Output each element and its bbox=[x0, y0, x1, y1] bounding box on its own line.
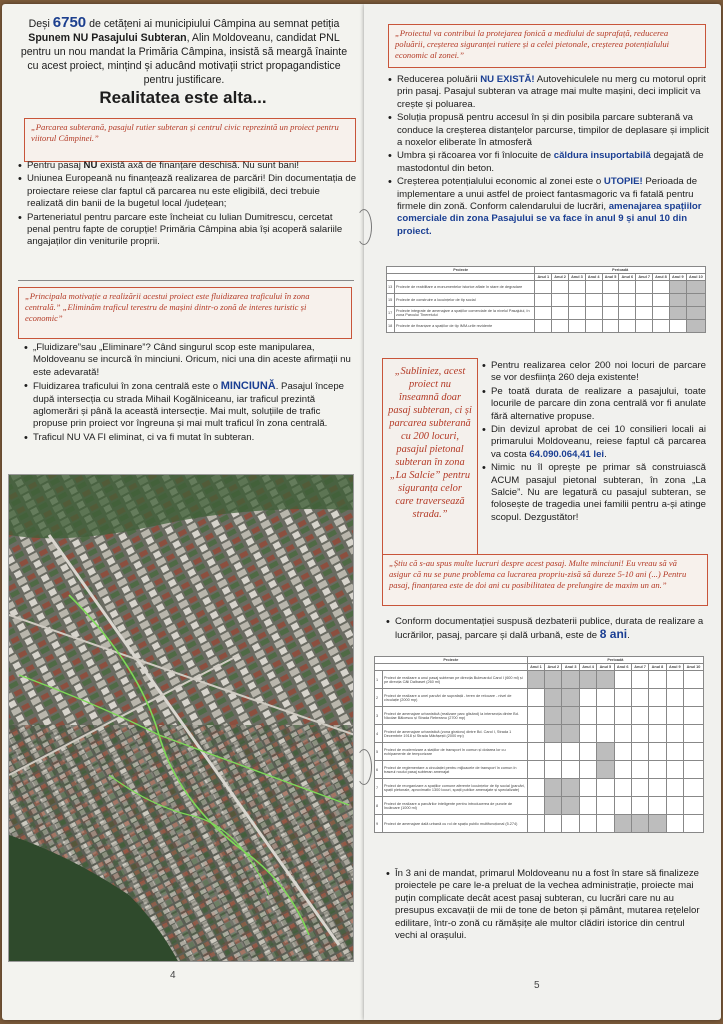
gantt-cell bbox=[585, 281, 602, 294]
gantt-cell bbox=[579, 707, 596, 725]
gantt-row-label: Proiect de realizare a unui pasaj subteran pe direcția Bulevardul Carol I (600 ml) și pe direcția Cãli Dalbaset (260 ml) bbox=[383, 671, 528, 689]
bullet-item: • În 3 ani de mandat, primarul Moldoveanu nu a fost în stare să finalizeze proiectele pe care le-a preluat de la vechea administrație, proiecte mai puțin complicate decât acest pasaj subteran, cu lucrări care nu au presupus excavații de mii de tone de beton și pământ, mutarea rețelelor edilitare, într-o zonă cu rămășițe ale multor clădiri istorice din centrul vechi al orașului. bbox=[386, 868, 708, 942]
gantt-cell bbox=[568, 281, 585, 294]
gantt-header-period: Perioadă bbox=[527, 657, 703, 664]
intro-text-3: , Alin Moldoveanu, candidat PNL pentru un nou mandat la Primăria Câmpina, insistă să meargă înainte cu acest proiect, mințind și aducând motivații strict propagandistice pentru justificare. bbox=[20, 32, 348, 86]
gantt-cell bbox=[683, 761, 703, 779]
gantt-row-label: Proiect de realizare a unei parcări de suprafață - teren de relocare - nivel de circulație (2000 mp) bbox=[383, 689, 528, 707]
gantt-cell bbox=[527, 779, 544, 797]
gantt-row-label: Proiect de realizare a parcărilor inteligente pentru introducerea de puncte de încărcare (1000 ml) bbox=[383, 797, 528, 815]
gantt-cell bbox=[562, 743, 579, 761]
gantt-year-label: Anul 3 bbox=[568, 274, 585, 281]
aerial-map-illustration bbox=[9, 475, 354, 962]
gantt-cell bbox=[653, 307, 670, 320]
gantt-cell bbox=[649, 779, 666, 797]
gantt-cell bbox=[597, 815, 614, 833]
bullet-list-1 bbox=[18, 160, 358, 250]
gantt-cell bbox=[649, 689, 666, 707]
gantt-cell bbox=[631, 671, 648, 689]
gantt-row-label: Proiect de reglementare a circulației pentru mijloacele de transport în comun în traseul noului pasaj subteran amenajat bbox=[383, 761, 528, 779]
gantt-row-number: 7 bbox=[375, 779, 383, 797]
bullet-item: • Pe toată durata de realizare a pasajului, toate locurile de parcare din zona centrală vor fi anulate fără alternative propuse. bbox=[482, 386, 706, 423]
gantt-cell bbox=[545, 797, 562, 815]
petition-name: Spunem NU Pasajului Subteran bbox=[28, 32, 187, 44]
table-row bbox=[375, 725, 704, 743]
bullet-list-6 bbox=[386, 868, 708, 943]
gantt-cell bbox=[683, 725, 703, 743]
gantt-cell bbox=[683, 743, 703, 761]
gantt-cell bbox=[579, 761, 596, 779]
gantt-cell bbox=[653, 281, 670, 294]
gantt-cell bbox=[602, 320, 619, 333]
gantt-cell bbox=[562, 815, 579, 833]
gantt-header-row bbox=[387, 267, 706, 274]
schedule-table-2 bbox=[374, 656, 704, 862]
gantt-cell bbox=[545, 725, 562, 743]
gantt-cell bbox=[631, 689, 648, 707]
gantt-row-number: 17 bbox=[387, 307, 395, 320]
gantt-cell bbox=[527, 815, 544, 833]
gantt-cell bbox=[666, 761, 683, 779]
gantt-cell bbox=[545, 779, 562, 797]
gantt-cell bbox=[649, 707, 666, 725]
gantt-cell bbox=[527, 671, 544, 689]
gantt-cell bbox=[545, 743, 562, 761]
gantt-row-label: Proiect de modernizare a stațiilor de transport în comun și dotarea lor cu echipamente de temporizare bbox=[383, 743, 528, 761]
gantt-cell bbox=[545, 671, 562, 689]
gantt-cell bbox=[649, 815, 666, 833]
table-row bbox=[387, 281, 706, 294]
bullet-list-2 bbox=[24, 342, 356, 445]
gantt-cell bbox=[666, 779, 683, 797]
gantt-cell bbox=[579, 725, 596, 743]
gantt-cell bbox=[683, 671, 703, 689]
bullet-item: • Pentru realizarea celor 200 noi locuri de parcare se vor desființa 260 deja existente! bbox=[482, 360, 706, 385]
gantt-cell bbox=[602, 281, 619, 294]
gantt-cell bbox=[614, 797, 631, 815]
gantt-cell bbox=[614, 671, 631, 689]
bullet-item: • Nimic nu îl oprește pe primar să construiască ACUM pasajul pietonal subteran, în zona „La Salcie”. Nu are legatură cu pasajul subteran, se folosește de tragedia unei familii pentru a-și atinge scopul. Dezgustător! bbox=[482, 462, 706, 524]
gantt-cell bbox=[579, 689, 596, 707]
gantt-cell bbox=[683, 815, 703, 833]
gantt-cell bbox=[527, 707, 544, 725]
gantt-year-label: Anul 9 bbox=[666, 664, 683, 671]
gantt-row-label: Proiecte de construire a locuințelor de tip social bbox=[395, 294, 535, 307]
gantt-year-row bbox=[375, 664, 704, 671]
intro-text-2: de cetățeni ai municipiului Câmpina au semnat petiția bbox=[89, 18, 340, 30]
gantt-year-label: Anul 7 bbox=[636, 274, 653, 281]
gantt-year-label: Anul 2 bbox=[545, 664, 562, 671]
intro-paragraph bbox=[14, 16, 354, 87]
gantt-year-label: Anul 8 bbox=[649, 664, 666, 671]
aerial-city-photo bbox=[8, 474, 354, 962]
gantt-cell bbox=[683, 779, 703, 797]
quote-box-2: „Principala motivație a realizării acestui proiect este fluidizarea traficului în zona centrală.” „Eliminăm traficul terestru de mașini dintr-o zonă de interes turistic și economic” bbox=[18, 287, 352, 339]
gantt-cell bbox=[545, 761, 562, 779]
gantt-cell bbox=[619, 294, 636, 307]
gantt-header-project: Proiecte bbox=[375, 657, 528, 664]
gantt-cell bbox=[614, 707, 631, 725]
bullet-item: • Soluția propusă pentru accesul în și din posibila parcare subterană va conduce la creșterea distanțelor parcurse, timpilor de deplasare și implicit a noxelor eliberate în atmosferă bbox=[388, 112, 710, 149]
page-heading: Realitatea este alta... bbox=[99, 88, 267, 107]
gantt-cell bbox=[545, 707, 562, 725]
gantt-cell bbox=[636, 320, 653, 333]
gantt-header-row bbox=[375, 657, 704, 664]
intro-text-1: Deși bbox=[28, 18, 50, 30]
gantt-row-number: 5 bbox=[375, 743, 383, 761]
gantt-year-label: Anul 5 bbox=[597, 664, 614, 671]
gantt-row-label: Proiecte de reabilitare a monumentelor istorice aflate în stare de degradare bbox=[395, 281, 535, 294]
gantt-cell bbox=[535, 307, 552, 320]
gantt-year-label: Anul 4 bbox=[585, 274, 602, 281]
gantt-row-number: 15 bbox=[387, 294, 395, 307]
table-row bbox=[375, 689, 704, 707]
gantt-cell bbox=[535, 294, 552, 307]
right-page bbox=[364, 4, 721, 1020]
gantt-row-label: Proiecte integrate de amenajare a spațiilor comerciale de la nivelul Pasajului, în zona Parcului Tineretului bbox=[395, 307, 535, 320]
gantt-header-period: Perioadă bbox=[535, 267, 706, 274]
gantt-cell bbox=[614, 725, 631, 743]
bullet-item: • Conform documentației suspusă dezbaterii publice, durata de realizare a lucrărilor, pasaj, parcare și dală urbană, este de 8 ani. bbox=[386, 616, 708, 643]
gantt-cell bbox=[666, 743, 683, 761]
gantt-table bbox=[374, 656, 704, 833]
gantt-cell bbox=[686, 320, 705, 333]
gantt-cell bbox=[631, 743, 648, 761]
binding-ring-icon bbox=[356, 209, 372, 245]
gantt-cell bbox=[619, 281, 636, 294]
gantt-cell bbox=[579, 671, 596, 689]
table-row bbox=[375, 797, 704, 815]
gantt-cell bbox=[614, 815, 631, 833]
gantt-cell bbox=[683, 797, 703, 815]
gantt-cell bbox=[597, 743, 614, 761]
gantt-cell bbox=[552, 320, 569, 333]
bullet-item: • Reducerea poluării NU EXISTĂ! Autovehiculele nu merg cu motorul oprit prin pasaj. Pasajul subteran va atrage mai multe mașini, deci implicit va crește și poluarea. bbox=[388, 74, 710, 111]
gantt-year-label: Anul 1 bbox=[527, 664, 544, 671]
gantt-cell bbox=[597, 707, 614, 725]
gantt-cell bbox=[649, 671, 666, 689]
gantt-cell bbox=[562, 725, 579, 743]
table-row bbox=[387, 320, 706, 333]
gantt-year-label: Anul 10 bbox=[686, 274, 705, 281]
gantt-cell bbox=[597, 779, 614, 797]
gantt-cell bbox=[535, 320, 552, 333]
gantt-cell bbox=[545, 815, 562, 833]
gantt-cell bbox=[602, 307, 619, 320]
gantt-cell bbox=[527, 689, 544, 707]
gantt-cell bbox=[597, 671, 614, 689]
gantt-cell bbox=[619, 307, 636, 320]
table-row bbox=[375, 707, 704, 725]
gantt-cell bbox=[636, 307, 653, 320]
gantt-cell bbox=[602, 294, 619, 307]
gantt-cell bbox=[585, 320, 602, 333]
bullet-item: • Parteneriatul pentru parcare este încheiat cu Iulian Dumitrescu, cercetat penal pentru fapte de corupție! Primăria Câmpina abia își acoperă salariile angajaților din veniturile proprii. bbox=[18, 212, 358, 249]
gantt-cell bbox=[636, 281, 653, 294]
gantt-cell bbox=[562, 779, 579, 797]
gantt-cell bbox=[552, 307, 569, 320]
gantt-row-number: 13 bbox=[387, 281, 395, 294]
gantt-cell bbox=[527, 725, 544, 743]
gantt-row-number: 4 bbox=[375, 725, 383, 743]
gantt-row-label: Proiect de amenajare urbanistică (zona giratoru) dintre Bd. Carol I, Strada 1 Decembrie 1918 și Strada Mărășești (2000 mp) bbox=[383, 725, 528, 743]
gantt-cell bbox=[666, 671, 683, 689]
quote-box-3: „Proiectul va contribui la protejarea fonică a mediului de suprafață, reducerea poluării, creșterea siguranței rutiere și a celei pietonale, creșterea potențialului economic al zonei.” bbox=[388, 24, 706, 68]
gantt-year-label: Anul 9 bbox=[669, 274, 686, 281]
binding-ring-icon bbox=[356, 749, 372, 785]
gantt-row-number: 6 bbox=[375, 761, 383, 779]
gantt-cell bbox=[619, 320, 636, 333]
gantt-cell bbox=[683, 689, 703, 707]
gantt-cell bbox=[686, 307, 705, 320]
quote-side-box: „Subliniez, acest proiect nu înseamnă doar pasaj subteran, ci și parcarea subterană cu 200 locuri, pasajul pietonal subteran în zona „La Salcie” pentru siguranța celor care traversează strada.” bbox=[382, 358, 478, 572]
gantt-year-label: Anul 3 bbox=[562, 664, 579, 671]
gantt-cell bbox=[631, 707, 648, 725]
bullet-list-5 bbox=[386, 616, 708, 644]
gantt-cell bbox=[562, 689, 579, 707]
gantt-year-label: Anul 6 bbox=[619, 274, 636, 281]
gantt-cell bbox=[545, 689, 562, 707]
quote-box-1: „Parcarea subterană, pasajul rutier subteran și centrul civic reprezintă un proiect pentru viitorul Câmpinei.” bbox=[24, 118, 356, 162]
gantt-year-label: Anul 2 bbox=[552, 274, 569, 281]
gantt-year-label: Anul 8 bbox=[653, 274, 670, 281]
gantt-table bbox=[386, 266, 706, 333]
gantt-cell bbox=[631, 797, 648, 815]
gantt-cell bbox=[686, 281, 705, 294]
gantt-cell bbox=[614, 761, 631, 779]
bullet-item: • Pentru pasaj NU există axă de finanțare deschisă. Nu sunt bani! bbox=[18, 160, 358, 172]
table-row bbox=[375, 779, 704, 797]
gantt-cell bbox=[579, 743, 596, 761]
gantt-cell bbox=[527, 761, 544, 779]
gantt-cell bbox=[686, 294, 705, 307]
schedule-table-1 bbox=[386, 266, 706, 354]
bullet-list-4 bbox=[482, 360, 706, 525]
bullet-item: • Uniunea Europeană nu finanțează realizarea de parcări! Din documentația de proiectare reiese clar faptul că parcarea nu este eligibilă, deci trebuie realizată din banii de la bugetul local /județean; bbox=[18, 173, 358, 210]
divider bbox=[18, 280, 354, 281]
gantt-cell bbox=[666, 689, 683, 707]
gantt-cell bbox=[579, 815, 596, 833]
page-number: 4 bbox=[170, 970, 176, 981]
bullet-item: • Fluidizarea traficului în zona centrală este o MINCIUNĂ. Pasajul începe după intersecția cu strada Mihail Kogălniceanu, iar traficul prezintă aglomerări și până la această intersecție. Mai mult, soluțiile de trafic propuse prin proiect vor îngreuna și mai mult traficul în zona centrală. bbox=[24, 380, 356, 431]
gantt-row-number: 1 bbox=[375, 671, 383, 689]
gantt-cell bbox=[666, 815, 683, 833]
quote-box-4: „Știu că s-au spus multe lucruri despre acest pasaj. Multe minciuni! Eu vreau să vă asigur că nu se pune problema ca lucrarea propriu-zisă să dureze 5-10 ani (...) Pentru pasaj, finanțarea este de doi ani cu posibilitatea de prelungire de maxim un an.” bbox=[382, 554, 708, 606]
table-row bbox=[375, 671, 704, 689]
table-row bbox=[375, 815, 704, 833]
signature-count: 6750 bbox=[52, 14, 87, 31]
gantt-cell bbox=[631, 761, 648, 779]
gantt-cell bbox=[579, 779, 596, 797]
gantt-cell bbox=[568, 307, 585, 320]
gantt-row-label: Proiect de reorganizare a spațiilor comune aferente locuințelor de tip social (parcări, spații pietonale, aproximativ 1300 locuri, spații publice amenajate și specializate) bbox=[383, 779, 528, 797]
bullet-item: • „Fluidizare”sau „Eliminare”? Când singurul scop este manipularea, Moldoveanu se incurcă în minciuni. Oricum, nici una din aceste afirmații nu este adevarată! bbox=[24, 342, 356, 379]
table-row bbox=[375, 761, 704, 779]
gantt-row-number: 8 bbox=[375, 797, 383, 815]
table-row bbox=[375, 743, 704, 761]
gantt-cell bbox=[669, 320, 686, 333]
gantt-cell bbox=[649, 743, 666, 761]
gantt-cell bbox=[669, 294, 686, 307]
gantt-cell bbox=[631, 779, 648, 797]
gantt-row-label: Proiect de amenajare urbanistică (realizare parc glisând) la intersecția dintre Bd. Nicolae Bălcescu și Strada Rebreanu (2700 mp) bbox=[383, 707, 528, 725]
gantt-row-label: Proiecte de finanțare a spațiilor de tip IMM-urile rezidente bbox=[395, 320, 535, 333]
gantt-cell bbox=[527, 797, 544, 815]
gantt-row-number: 3 bbox=[375, 707, 383, 725]
gantt-year-label: Anul 10 bbox=[683, 664, 703, 671]
gantt-cell bbox=[585, 307, 602, 320]
gantt-cell bbox=[597, 761, 614, 779]
gantt-cell bbox=[666, 797, 683, 815]
gantt-cell bbox=[614, 743, 631, 761]
page-number: 5 bbox=[534, 980, 540, 991]
bullet-item: • Din devizul aprobat de cei 10 consilieri locali ai primarului Moldoveanu, reiese faptul că parcarea va costa 64.090.064,41 lei. bbox=[482, 424, 706, 461]
gantt-row-number: 2 bbox=[375, 689, 383, 707]
gantt-cell bbox=[562, 671, 579, 689]
gantt-cell bbox=[649, 725, 666, 743]
gantt-cell bbox=[614, 779, 631, 797]
gantt-cell bbox=[649, 797, 666, 815]
gantt-cell bbox=[568, 320, 585, 333]
gantt-cell bbox=[666, 725, 683, 743]
gantt-cell bbox=[636, 294, 653, 307]
gantt-cell bbox=[562, 797, 579, 815]
bullet-item: • Umbra și răcoarea vor fi înlocuite de căldura insuportabilă degajată de mastodontul din beton. bbox=[388, 150, 710, 175]
gantt-cell bbox=[669, 307, 686, 320]
gantt-cell bbox=[527, 743, 544, 761]
gantt-cell bbox=[597, 725, 614, 743]
gantt-row-number: 18 bbox=[387, 320, 395, 333]
gantt-year-label: Anul 4 bbox=[579, 664, 596, 671]
gantt-row-number: 9 bbox=[375, 815, 383, 833]
gantt-cell bbox=[653, 320, 670, 333]
gantt-cell bbox=[585, 294, 602, 307]
gantt-year-label: Anul 7 bbox=[631, 664, 648, 671]
gantt-cell bbox=[552, 281, 569, 294]
gantt-cell bbox=[614, 689, 631, 707]
gantt-cell bbox=[579, 797, 596, 815]
gantt-year-label: Anul 1 bbox=[535, 274, 552, 281]
gantt-cell bbox=[535, 281, 552, 294]
gantt-cell bbox=[669, 281, 686, 294]
gantt-cell bbox=[683, 707, 703, 725]
gantt-cell bbox=[631, 815, 648, 833]
gantt-cell bbox=[568, 294, 585, 307]
gantt-cell bbox=[562, 707, 579, 725]
left-page bbox=[2, 4, 364, 1020]
gantt-cell bbox=[552, 294, 569, 307]
gantt-cell bbox=[562, 761, 579, 779]
gantt-cell bbox=[653, 294, 670, 307]
bullet-list-3 bbox=[388, 74, 710, 239]
gantt-header-project: Proiecte bbox=[387, 267, 535, 274]
gantt-cell bbox=[597, 689, 614, 707]
table-row bbox=[387, 307, 706, 320]
gantt-year-label: Anul 5 bbox=[602, 274, 619, 281]
table-row bbox=[387, 294, 706, 307]
gantt-cell bbox=[631, 725, 648, 743]
gantt-cell bbox=[597, 797, 614, 815]
bullet-item: • Creșterea potențialului economic al zonei este o UTOPIE! Perioada de implementare a unui astfel de proiect fantasmagoric va fi fatală pentru firmele din zonă. Conform calendarului de lucrări, amenajarea spațiilor comerciale din zona Pasajului se va face în anul 9 și anul 10 din proiect. bbox=[388, 176, 710, 238]
gantt-year-label: Anul 6 bbox=[614, 664, 631, 671]
gantt-row-label: Proiect de amenajare dală urbană cu rol de spațiu public multifuncțional (5.274) bbox=[383, 815, 528, 833]
bullet-item: • Traficul NU VA FI eliminat, ci va fi mutat în subteran. bbox=[24, 432, 356, 444]
gantt-cell bbox=[649, 761, 666, 779]
gantt-year-row bbox=[387, 274, 706, 281]
gantt-cell bbox=[666, 707, 683, 725]
